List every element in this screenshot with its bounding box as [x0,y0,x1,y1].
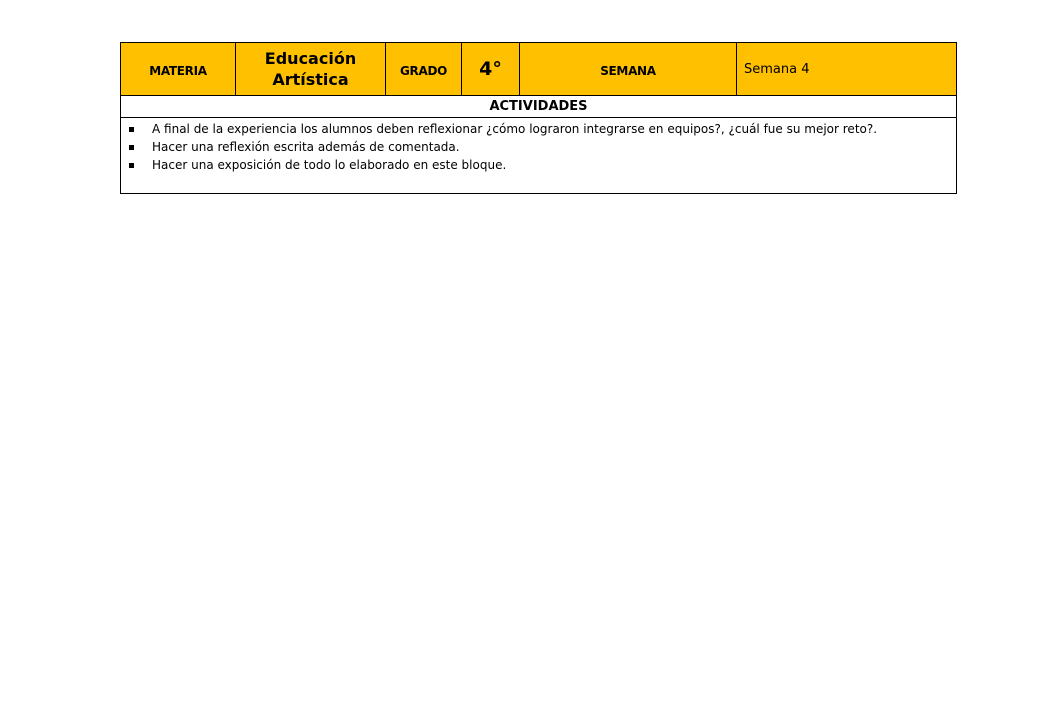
activities-row [121,118,957,194]
week-label-cell [520,43,737,96]
activities-cell [121,118,957,194]
activity-item [125,120,952,138]
grade-label: GRADO [399,63,448,78]
subject-label: MATERIA [149,63,207,78]
activity-text: Hacer una exposición de todo lo elaborado en este bloque. [152,158,507,172]
subject-label-cell [121,43,236,96]
activity-list [125,120,952,174]
activities-title: ACTIVIDADES [121,96,957,118]
header-row [121,43,957,96]
grade-label-cell [386,43,462,96]
week-value: Semana 4 [737,43,957,96]
activity-table [120,42,957,194]
activity-item [125,156,952,174]
activity-text: Hacer una reflexión escrita además de comentada. [152,140,460,154]
grade-value-cell [462,43,520,96]
square-bullet-icon [129,163,134,168]
activity-item [125,138,952,156]
activities-title-row [121,96,957,118]
activity-text: A final de la experiencia los alumnos deben reflexionar ¿cómo lograron integrarse en equipos?, ¿cuál fue su mejor reto?. [152,122,878,136]
subject-value-cell [236,43,386,96]
subject-value: Educación Artística [264,49,357,89]
square-bullet-icon [129,145,134,150]
square-bullet-icon [129,127,134,132]
week-label: SEMANA [600,63,656,78]
grade-value: 4° [479,58,502,80]
